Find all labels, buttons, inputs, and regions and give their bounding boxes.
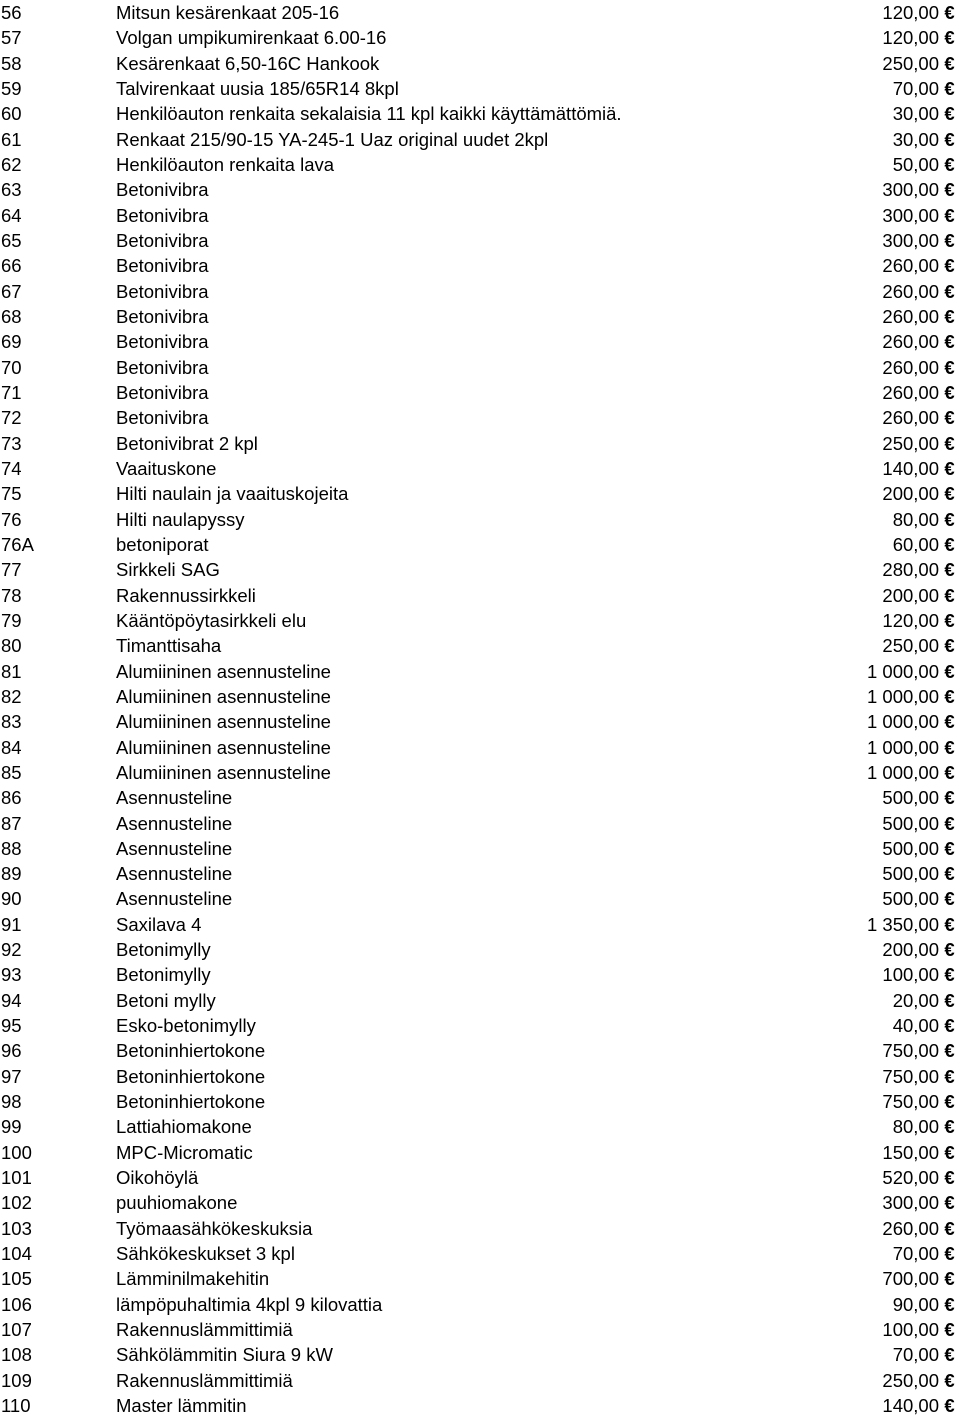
item-description: Betonivibra xyxy=(116,407,209,429)
list-item xyxy=(0,886,960,911)
item-price: 140,00 xyxy=(882,1395,939,1417)
item-description: MPC-Micromatic xyxy=(116,1141,253,1163)
item-number: 85 xyxy=(1,761,22,783)
item-description: Betonivibrat 2 kpl xyxy=(116,432,258,454)
item-price: 120,00 xyxy=(882,2,939,23)
euro-icon: € xyxy=(944,255,955,277)
item-number: 91 xyxy=(1,913,22,935)
euro-icon: € xyxy=(944,913,955,935)
item-price: 500,00 xyxy=(882,787,939,809)
item-description: Asennusteline xyxy=(116,837,233,859)
item-price: 1 000,00 xyxy=(866,685,939,707)
euro-icon: € xyxy=(944,457,955,479)
list-item xyxy=(0,1114,960,1139)
euro-icon: € xyxy=(944,508,955,530)
item-price: 200,00 xyxy=(882,483,939,505)
item-description: Saxilava 4 xyxy=(116,913,202,935)
item-description: lämpöpuhaltimia 4kpl 9 kilovattia xyxy=(116,1293,383,1315)
item-number: 79 xyxy=(1,609,22,631)
item-number: 65 xyxy=(1,229,22,251)
item-number: 82 xyxy=(1,685,22,707)
item-description: Volgan umpikumirenkaat 6.00-16 xyxy=(116,27,387,49)
item-number: 76 xyxy=(1,508,22,530)
item-price: 1 000,00 xyxy=(866,736,939,758)
euro-icon: € xyxy=(944,1369,955,1391)
list-item xyxy=(0,380,960,405)
item-price: 260,00 xyxy=(882,1217,939,1239)
euro-icon: € xyxy=(944,1344,955,1366)
item-number: 94 xyxy=(1,989,22,1011)
euro-icon: € xyxy=(944,280,955,302)
list-item xyxy=(0,1393,960,1418)
item-number: 96 xyxy=(1,1040,22,1062)
list-item xyxy=(0,937,960,962)
item-price: 1 000,00 xyxy=(866,660,939,682)
item-price: 750,00 xyxy=(882,1040,939,1062)
list-item xyxy=(0,405,960,430)
item-number: 81 xyxy=(1,660,22,682)
item-description: Asennusteline xyxy=(116,888,233,910)
item-number: 83 xyxy=(1,711,22,733)
item-price: 30,00 xyxy=(892,103,939,125)
list-item xyxy=(0,1216,960,1241)
item-description: Alumiininen asennusteline xyxy=(116,685,331,707)
item-description: Alumiininen asennusteline xyxy=(116,761,331,783)
item-number: 71 xyxy=(1,381,22,403)
item-number: 87 xyxy=(1,812,22,834)
item-price: 60,00 xyxy=(892,533,939,555)
item-number: 98 xyxy=(1,1091,22,1113)
item-number: 103 xyxy=(1,1217,32,1239)
item-price: 300,00 xyxy=(882,204,939,226)
item-description: Kesärenkaat 6,50-16C Hankook xyxy=(116,52,380,74)
item-description: betoniporat xyxy=(116,533,209,555)
item-description: Betonivibra xyxy=(116,356,209,378)
list-item xyxy=(0,355,960,380)
euro-icon: € xyxy=(944,635,955,657)
item-number: 101 xyxy=(1,1167,32,1189)
euro-icon: € xyxy=(944,1319,955,1341)
item-price: 40,00 xyxy=(892,1015,939,1037)
item-price: 200,00 xyxy=(882,939,939,961)
euro-icon: € xyxy=(944,1192,955,1214)
item-price: 1 350,00 xyxy=(866,913,939,935)
item-price: 50,00 xyxy=(892,153,939,175)
item-price: 260,00 xyxy=(882,356,939,378)
euro-icon: € xyxy=(944,584,955,606)
euro-icon: € xyxy=(944,483,955,505)
item-number: 99 xyxy=(1,1116,22,1138)
list-item xyxy=(0,228,960,253)
item-description: Betonimylly xyxy=(116,939,211,961)
item-description: Timanttisaha xyxy=(116,635,222,657)
item-price: 250,00 xyxy=(882,52,939,74)
item-description: Betoninhiertokone xyxy=(116,1065,266,1087)
item-description: Rakennussirkkeli xyxy=(116,584,256,606)
list-item xyxy=(0,1266,960,1291)
item-price: 20,00 xyxy=(892,989,939,1011)
item-price: 500,00 xyxy=(882,812,939,834)
item-number: 106 xyxy=(1,1293,32,1315)
euro-icon: € xyxy=(944,1217,955,1239)
item-description: Betoninhiertokone xyxy=(116,1091,266,1113)
item-number: 90 xyxy=(1,888,22,910)
item-number: 97 xyxy=(1,1065,22,1087)
item-description: Rakennuslämmittimiä xyxy=(116,1319,293,1341)
item-number: 62 xyxy=(1,153,22,175)
euro-icon: € xyxy=(944,77,955,99)
item-price: 1 000,00 xyxy=(866,761,939,783)
euro-icon: € xyxy=(944,1015,955,1037)
euro-icon: € xyxy=(944,533,955,555)
item-number: 92 xyxy=(1,939,22,961)
euro-icon: € xyxy=(944,711,955,733)
list-item xyxy=(0,1064,960,1089)
list-item xyxy=(0,51,960,76)
item-description: Lämminilmakehitin xyxy=(116,1268,270,1290)
item-price: 80,00 xyxy=(892,508,939,530)
item-description: Kääntöpöytasirkkeli elu xyxy=(116,609,307,631)
item-number: 95 xyxy=(1,1015,22,1037)
item-description: Asennusteline xyxy=(116,787,233,809)
euro-icon: € xyxy=(944,1065,955,1087)
list-item xyxy=(0,481,960,506)
euro-icon: € xyxy=(944,27,955,49)
list-item xyxy=(0,127,960,152)
list-item xyxy=(0,836,960,861)
euro-icon: € xyxy=(944,888,955,910)
item-price: 100,00 xyxy=(882,1319,939,1341)
list-item xyxy=(0,659,960,684)
list-item xyxy=(0,912,960,937)
list-item xyxy=(0,633,960,658)
item-description: Betoninhiertokone xyxy=(116,1040,266,1062)
item-price: 80,00 xyxy=(892,1116,939,1138)
item-price: 70,00 xyxy=(892,1344,939,1366)
list-item xyxy=(0,279,960,304)
list-item xyxy=(0,735,960,760)
list-item xyxy=(0,1342,960,1367)
euro-icon: € xyxy=(944,1243,955,1265)
list-item xyxy=(0,507,960,532)
euro-icon: € xyxy=(944,305,955,327)
item-number: 72 xyxy=(1,407,22,429)
euro-icon: € xyxy=(944,52,955,74)
euro-icon: € xyxy=(944,381,955,403)
item-number: 89 xyxy=(1,863,22,885)
item-description: Alumiininen asennusteline xyxy=(116,660,331,682)
list-item xyxy=(0,1317,960,1342)
list-item xyxy=(0,203,960,228)
item-price: 250,00 xyxy=(882,1369,939,1391)
list-item xyxy=(0,557,960,582)
euro-icon: € xyxy=(944,179,955,201)
item-price: 70,00 xyxy=(892,1243,939,1265)
item-number: 74 xyxy=(1,457,22,479)
euro-icon: € xyxy=(944,204,955,226)
item-number: 110 xyxy=(1,1395,31,1417)
euro-icon: € xyxy=(944,863,955,885)
list-item xyxy=(0,962,960,987)
euro-icon: € xyxy=(944,1116,955,1138)
list-item xyxy=(0,1140,960,1165)
item-description: Betonivibra xyxy=(116,381,209,403)
item-description: Betonivibra xyxy=(116,331,209,353)
item-number: 73 xyxy=(1,432,22,454)
euro-icon: € xyxy=(944,432,955,454)
euro-icon: € xyxy=(944,103,955,125)
list-item xyxy=(0,1368,960,1393)
list-item xyxy=(0,304,960,329)
item-description: Betonivibra xyxy=(116,229,209,251)
item-description: Alumiininen asennusteline xyxy=(116,711,331,733)
item-number: 69 xyxy=(1,331,22,353)
item-price: 280,00 xyxy=(882,559,939,581)
euro-icon: € xyxy=(944,736,955,758)
item-description: Betonivibra xyxy=(116,305,209,327)
item-price: 300,00 xyxy=(882,229,939,251)
item-description: Mitsun kesärenkaat 205-16 xyxy=(116,2,340,23)
item-description: Henkilöauton renkaita sekalaisia 11 kpl kaikki käyttämättömiä. xyxy=(116,103,622,125)
item-number: 84 xyxy=(1,736,22,758)
item-price: 700,00 xyxy=(882,1268,939,1290)
list-item xyxy=(0,253,960,278)
euro-icon: € xyxy=(944,989,955,1011)
list-item xyxy=(0,456,960,481)
euro-icon: € xyxy=(944,812,955,834)
euro-icon: € xyxy=(944,559,955,581)
item-price: 120,00 xyxy=(882,27,939,49)
item-number: 60 xyxy=(1,103,22,125)
item-price: 520,00 xyxy=(882,1167,939,1189)
item-number: 102 xyxy=(1,1192,32,1214)
item-number: 70 xyxy=(1,356,22,378)
euro-icon: € xyxy=(944,229,955,251)
item-number: 76A xyxy=(1,533,34,555)
item-description: Alumiininen asennusteline xyxy=(116,736,331,758)
euro-icon: € xyxy=(944,787,955,809)
item-price: 70,00 xyxy=(892,77,939,99)
list-item xyxy=(0,0,960,25)
item-price: 300,00 xyxy=(882,179,939,201)
euro-icon: € xyxy=(944,331,955,353)
euro-icon: € xyxy=(944,1293,955,1315)
item-number: 56 xyxy=(1,2,22,23)
item-price: 750,00 xyxy=(882,1091,939,1113)
item-price: 100,00 xyxy=(882,964,939,986)
list-item xyxy=(0,684,960,709)
list-item xyxy=(0,1013,960,1038)
item-price: 300,00 xyxy=(882,1192,939,1214)
item-description: Betonivibra xyxy=(116,255,209,277)
item-description: Rakennuslämmittimiä xyxy=(116,1369,293,1391)
list-item xyxy=(0,152,960,177)
item-number: 68 xyxy=(1,305,22,327)
list-item xyxy=(0,101,960,126)
list-item xyxy=(0,1038,960,1063)
item-number: 93 xyxy=(1,964,22,986)
item-price: 500,00 xyxy=(882,888,939,910)
euro-icon: € xyxy=(944,153,955,175)
list-item xyxy=(0,177,960,202)
item-price: 1 000,00 xyxy=(866,711,939,733)
item-number: 108 xyxy=(1,1344,32,1366)
item-description: Sähkölämmitin Siura 9 kW xyxy=(116,1344,333,1366)
item-description: Betonimylly xyxy=(116,964,211,986)
item-number: 67 xyxy=(1,280,22,302)
item-number: 78 xyxy=(1,584,22,606)
euro-icon: € xyxy=(944,407,955,429)
item-number: 66 xyxy=(1,255,22,277)
item-price: 150,00 xyxy=(882,1141,939,1163)
item-price: 260,00 xyxy=(882,331,939,353)
item-number: 75 xyxy=(1,483,22,505)
item-price: 120,00 xyxy=(882,609,939,631)
euro-icon: € xyxy=(944,685,955,707)
list-item xyxy=(0,1089,960,1114)
euro-icon: € xyxy=(944,1395,955,1417)
euro-icon: € xyxy=(944,356,955,378)
euro-icon: € xyxy=(944,1040,955,1062)
item-number: 107 xyxy=(1,1319,32,1341)
item-number: 88 xyxy=(1,837,22,859)
item-number: 61 xyxy=(1,128,22,150)
item-description: Hilti naulain ja vaaituskojeita xyxy=(116,483,349,505)
list-item xyxy=(0,1241,960,1266)
item-description: Oikohöylä xyxy=(116,1167,199,1189)
item-description: Asennusteline xyxy=(116,812,233,834)
item-description: Sirkkeli SAG xyxy=(116,559,220,581)
item-price: 260,00 xyxy=(882,381,939,403)
item-number: 100 xyxy=(1,1141,32,1163)
item-price: 90,00 xyxy=(892,1293,939,1315)
item-price: 260,00 xyxy=(882,305,939,327)
item-description: Betonivibra xyxy=(116,280,209,302)
list-item xyxy=(0,760,960,785)
list-item xyxy=(0,1292,960,1317)
item-price: 750,00 xyxy=(882,1065,939,1087)
item-number: 64 xyxy=(1,204,22,226)
item-price: 250,00 xyxy=(882,635,939,657)
item-price: 30,00 xyxy=(892,128,939,150)
list-item xyxy=(0,76,960,101)
list-item xyxy=(0,532,960,557)
item-number: 59 xyxy=(1,77,22,99)
item-description: Asennusteline xyxy=(116,863,233,885)
list-item xyxy=(0,861,960,886)
list-item xyxy=(0,608,960,633)
item-description: Renkaat 215/90-15 YA-245-1 Uaz original uudet 2kpl xyxy=(116,128,549,150)
item-price: 260,00 xyxy=(882,255,939,277)
list-item xyxy=(0,988,960,1013)
item-description: Henkilöauton renkaita lava xyxy=(116,153,335,175)
euro-icon: € xyxy=(944,1141,955,1163)
item-description: Esko-betonimylly xyxy=(116,1015,256,1037)
euro-icon: € xyxy=(944,1091,955,1113)
item-number: 86 xyxy=(1,787,22,809)
item-description: Sähkökeskukset 3 kpl xyxy=(116,1243,295,1265)
item-description: Master lämmitin xyxy=(116,1395,247,1417)
euro-icon: € xyxy=(944,609,955,631)
list-item xyxy=(0,709,960,734)
item-price: 500,00 xyxy=(882,863,939,885)
item-price: 260,00 xyxy=(882,280,939,302)
item-number: 80 xyxy=(1,635,22,657)
item-number: 63 xyxy=(1,179,22,201)
list-item xyxy=(0,431,960,456)
item-description: Hilti naulapyssy xyxy=(116,508,245,530)
list-item xyxy=(0,583,960,608)
item-number: 77 xyxy=(1,559,22,581)
list-item xyxy=(0,1165,960,1190)
item-description: Vaaituskone xyxy=(116,457,217,479)
item-number: 104 xyxy=(1,1243,32,1265)
item-price: 140,00 xyxy=(882,457,939,479)
euro-icon: € xyxy=(944,1167,955,1189)
euro-icon: € xyxy=(944,128,955,150)
euro-icon: € xyxy=(944,964,955,986)
euro-icon: € xyxy=(944,837,955,859)
item-number: 58 xyxy=(1,52,22,74)
list-item xyxy=(0,329,960,354)
list-item xyxy=(0,811,960,836)
item-description: Talvirenkaat uusia 185/65R14 8kpl xyxy=(116,77,399,99)
item-number: 105 xyxy=(1,1268,32,1290)
item-description: Betonivibra xyxy=(116,179,209,201)
item-description: Betonivibra xyxy=(116,204,209,226)
euro-icon: € xyxy=(944,1268,955,1290)
item-description: Betoni mylly xyxy=(116,989,216,1011)
list-item xyxy=(0,1190,960,1215)
euro-icon: € xyxy=(944,939,955,961)
item-description: Työmaasähkökeskuksia xyxy=(116,1217,313,1239)
item-price: 500,00 xyxy=(882,837,939,859)
euro-icon: € xyxy=(944,660,955,682)
item-description: Lattiahiomakone xyxy=(116,1116,252,1138)
item-price: 200,00 xyxy=(882,584,939,606)
item-number: 109 xyxy=(1,1369,32,1391)
item-number: 57 xyxy=(1,27,22,49)
list-item xyxy=(0,25,960,50)
item-description: puuhiomakone xyxy=(116,1192,238,1214)
euro-icon: € xyxy=(944,2,955,23)
item-price: 260,00 xyxy=(882,407,939,429)
euro-icon: € xyxy=(944,761,955,783)
item-price: 250,00 xyxy=(882,432,939,454)
list-item xyxy=(0,785,960,810)
